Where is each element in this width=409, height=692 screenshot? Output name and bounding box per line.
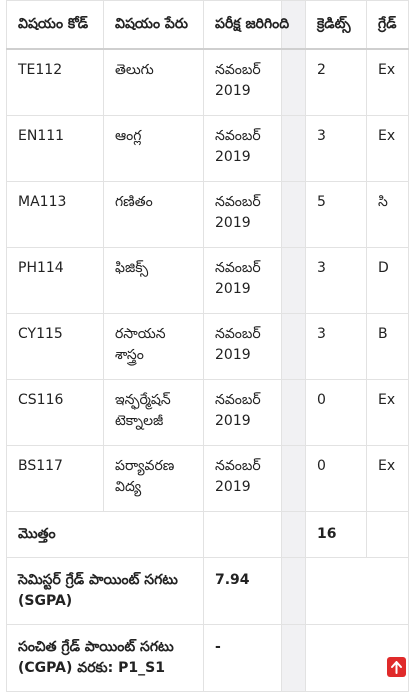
sgpa-value: 7.94: [204, 557, 282, 624]
divider-column: [282, 313, 306, 379]
subject-code: MA113: [7, 181, 104, 247]
total-credits: 16: [306, 511, 367, 557]
credits: 3: [306, 115, 367, 181]
cgpa-label: సంచిత గ్రేడ్ పాయింట్ సగటు (CGPA) వరకు: P1_S1: [7, 624, 204, 691]
scroll-to-top-button[interactable]: [387, 657, 406, 677]
exam-held: నవంబర్ 2019: [204, 379, 282, 445]
exam-held: నవంబర్ 2019: [204, 313, 282, 379]
subject-code: TE112: [7, 49, 104, 116]
table-row: [7, 115, 409, 181]
sgpa-row: [7, 557, 409, 624]
table-row: [7, 49, 409, 116]
subject-name: ఆంగ్ల: [104, 115, 204, 181]
credits: 0: [306, 379, 367, 445]
subject-name: ఇన్ఫర్మేషన్ టెక్నాలజీ: [104, 379, 204, 445]
divider-column: [282, 247, 306, 313]
total-row: [7, 511, 409, 557]
grade: సి: [367, 181, 409, 247]
header-subject-name: విషయం పేరు: [104, 1, 204, 49]
subject-name: రసాయన శాస్త్రం: [104, 313, 204, 379]
grade: B: [367, 313, 409, 379]
sgpa-empty-cell: [306, 557, 409, 624]
subject-name: ఫిజిక్స్: [104, 247, 204, 313]
table-row: [7, 445, 409, 511]
total-empty-cell: [204, 511, 282, 557]
credits: 2: [306, 49, 367, 116]
total-label: మొత్తం: [7, 511, 204, 557]
exam-held: నవంబర్ 2019: [204, 247, 282, 313]
credits: 3: [306, 247, 367, 313]
header-credits: క్రెడిట్స్: [306, 1, 367, 49]
header-grade: గ్రేడ్: [367, 1, 409, 49]
divider-column: [282, 379, 306, 445]
subject-name: తెలుగు: [104, 49, 204, 116]
subject-code: EN111: [7, 115, 104, 181]
exam-held: నవంబర్ 2019: [204, 49, 282, 116]
subject-code: CY115: [7, 313, 104, 379]
header-row: [7, 1, 409, 49]
table-row: [7, 379, 409, 445]
exam-held: నవంబర్ 2019: [204, 181, 282, 247]
divider-column: [282, 511, 306, 557]
divider-column: [282, 115, 306, 181]
header-exam-held: పరీక్ష జరిగింది: [204, 1, 282, 49]
divider-column: [282, 181, 306, 247]
exam-held: నవంబర్ 2019: [204, 115, 282, 181]
divider-column: [282, 624, 306, 691]
results-table-container: [6, 0, 408, 679]
results-table: [6, 0, 409, 692]
subject-code: CS116: [7, 379, 104, 445]
cgpa-row: [7, 624, 409, 691]
subject-code: PH114: [7, 247, 104, 313]
arrow-up-icon: [391, 661, 402, 674]
table-row: [7, 181, 409, 247]
divider-column: [282, 49, 306, 116]
grade: Ex: [367, 445, 409, 511]
divider-column: [282, 445, 306, 511]
cgpa-value: -: [204, 624, 282, 691]
grade: Ex: [367, 115, 409, 181]
subject-name: గణితం: [104, 181, 204, 247]
divider-column: [282, 557, 306, 624]
table-row: [7, 247, 409, 313]
sgpa-label: సెమిస్టర్ గ్రేడ్ పాయింట్ సగటు (SGPA): [7, 557, 204, 624]
table-row: [7, 313, 409, 379]
header-subject-code: విషయం కోడ్: [7, 1, 104, 49]
credits: 0: [306, 445, 367, 511]
subject-code: BS117: [7, 445, 104, 511]
credits: 5: [306, 181, 367, 247]
grade: Ex: [367, 49, 409, 116]
grade: Ex: [367, 379, 409, 445]
total-grade-cell: [367, 511, 409, 557]
subject-name: పర్యావరణ విద్య: [104, 445, 204, 511]
credits: 3: [306, 313, 367, 379]
exam-held: నవంబర్ 2019: [204, 445, 282, 511]
grade: D: [367, 247, 409, 313]
